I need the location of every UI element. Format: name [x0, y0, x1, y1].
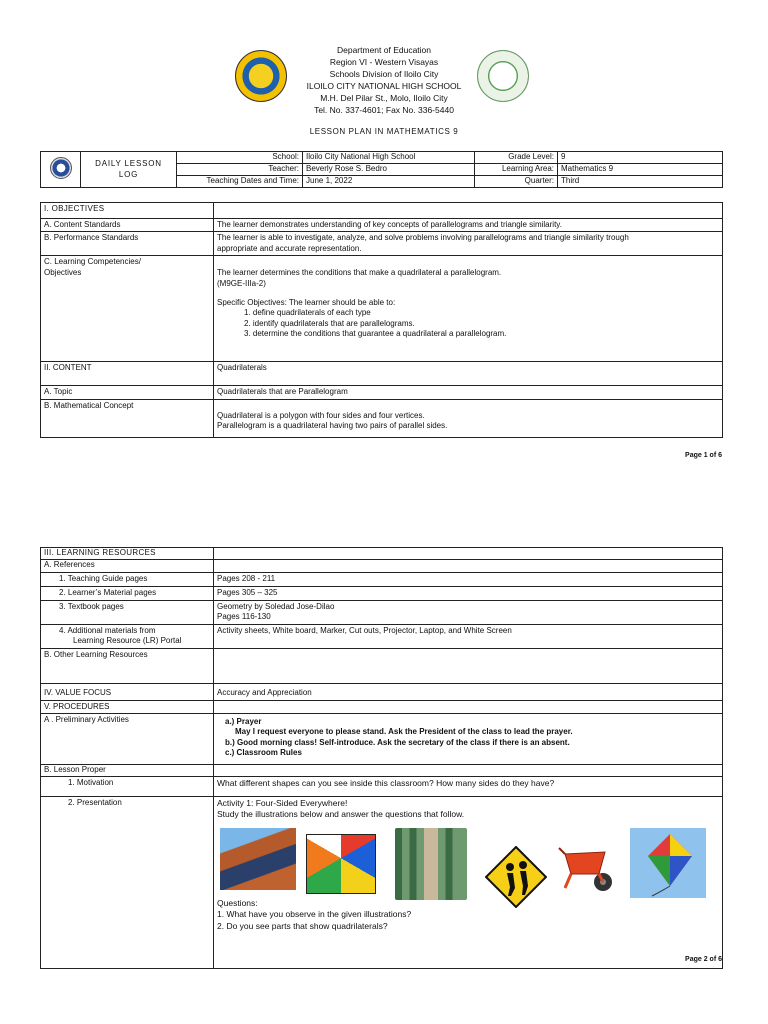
daily-lesson-log-title — [81, 152, 177, 188]
question-item: 2. Do you see parts that show quadrilaterals? — [217, 920, 388, 931]
learners-material-value: Pages 305 – 325 — [214, 586, 723, 600]
classroom-rules-item: c.) Classroom Rules — [225, 748, 302, 758]
concept-label: B. Mathematical Concept — [41, 399, 214, 437]
additional-materials-value: Activity sheets, White board, Marker, Cut outs, Projector, Laptop, and White Screen — [214, 624, 723, 648]
preliminary-activities-label: A . Preliminary Activities — [41, 713, 214, 764]
letterhead-line: Tel. No. 337-4601; Fax No. 336-5440 — [314, 105, 454, 116]
question-item: 1. What have you observe in the given illustrations? — [217, 909, 412, 920]
presentation-label: 2. Presentation — [41, 797, 214, 969]
blank-cell — [214, 764, 723, 776]
presentation-value — [214, 797, 723, 969]
specific-objectives-intro: Specific Objectives: The learner should be able to: — [217, 297, 396, 307]
letterhead-line: Schools Division of Iloilo City — [329, 69, 439, 80]
learning-area-value: Mathematics 9 — [558, 164, 723, 176]
competencies-label — [41, 256, 214, 362]
wheelbarrow-image — [557, 842, 619, 896]
concept-line: Quadrilateral is a polygon with four sides and four vertices. — [217, 410, 425, 420]
additional-label-line: 4. Additional materials from — [59, 625, 156, 635]
greeting-item: b.) Good morning class! Self-introduce. Ask the secretary of the class if there is an absent. — [225, 737, 570, 747]
competencies-value — [214, 256, 723, 362]
window-plant-image — [395, 828, 467, 900]
prayer-item: a.) Prayer — [225, 716, 262, 726]
additional-label-line: Learning Resource (LR) Portal — [73, 635, 182, 645]
competency-code: (M9GE-IIIa-2) — [217, 278, 266, 288]
quarter-label: Quarter: — [475, 176, 558, 188]
competency: The learner determines the conditions that make a quadrilateral a parallelogram. — [217, 268, 502, 278]
blank-cell — [214, 700, 723, 713]
blank-cell — [214, 560, 723, 572]
lesson-plan-title: LESSON PLAN IN MATHEMATICS 9 — [309, 127, 459, 136]
blank-cell — [214, 548, 723, 560]
solar-panel-roof-image — [220, 828, 296, 890]
teacher-value: Beverly Rose S. Bedro — [303, 164, 475, 176]
content-standards-label: A. Content Standards — [41, 219, 214, 232]
activity-intro: Study the illustrations below and answer the questions that follow. — [217, 809, 465, 820]
illustrations — [217, 828, 719, 900]
learners-material-label: 2. Learner’s Material pages — [41, 586, 214, 600]
objectives-blank — [214, 203, 723, 219]
specific-objective: 3. determine the conditions that guarantee a quadrilateral a parallelogram. — [244, 329, 507, 339]
textbook-value — [214, 600, 723, 624]
performance-standards-label: B. Performance Standards — [41, 232, 214, 256]
content-value: Quadrilaterals — [214, 362, 723, 386]
motivation-label: 1. Motivation — [41, 777, 214, 797]
deped-seal-icon — [50, 157, 72, 179]
motivation-value: What different shapes can you see inside this classroom? How many sides do they have? — [214, 777, 723, 797]
kite-image — [630, 828, 706, 898]
quarter-value: Third — [558, 176, 723, 188]
letterhead-line: Region VI - Western Visayas — [329, 57, 439, 68]
references-label: A. References — [41, 560, 214, 572]
letterhead-line: Department of Education — [336, 45, 432, 55]
letterhead-line: ILOILO CITY NATIONAL HIGH SCHOOL — [306, 81, 462, 92]
textbook-line: Pages 116-130 — [217, 612, 271, 622]
blank-cell — [214, 648, 723, 683]
competencies-label-line: Objectives — [44, 267, 82, 277]
letterhead-line: M.H. Del Pilar St., Molo, Iloilo City — [320, 93, 448, 104]
activity-title: Activity 1: Four-Sided Everywhere! — [217, 798, 348, 809]
textbook-label: 3. Textbook pages — [41, 600, 214, 624]
textbook-line: Geometry by Soledad Jose-Dilao — [217, 601, 335, 611]
grade-label: Grade Level: — [475, 152, 558, 164]
teaching-guide-label: 1. Teaching Guide pages — [41, 572, 214, 586]
additional-materials-label — [41, 624, 214, 648]
objectives-table — [40, 202, 723, 438]
topic-label: A. Topic — [41, 386, 214, 399]
school-crossing-sign-image — [485, 846, 547, 908]
other-resources-label: B. Other Learning Resources — [41, 648, 214, 683]
procedures-table — [40, 547, 723, 969]
value-focus-label: IV. VALUE FOCUS — [41, 683, 214, 700]
topic-value: Quadrilaterals that are Parallelogram — [214, 386, 723, 399]
concept-line: Parallelogram is a quadrilateral having two pairs of parallel sides. — [217, 420, 448, 430]
questions-heading: Questions: — [217, 898, 258, 909]
school-label: School: — [177, 152, 303, 164]
objectives-heading: I. OBJECTIVES — [41, 203, 214, 219]
teaching-dates-value: June 1, 2022 — [303, 176, 475, 188]
specific-objective: 1. define quadrilaterals of each type — [244, 308, 371, 318]
learning-resources-heading: III. LEARNING RESOURCES — [41, 548, 214, 560]
preliminary-activities-value — [214, 713, 723, 764]
page-number: Page 2 of 6 — [685, 956, 722, 963]
concept-value — [214, 399, 723, 437]
teaching-guide-value: Pages 208 - 211 — [214, 572, 723, 586]
value-focus-value: Accuracy and Appreciation — [214, 683, 723, 700]
teaching-dates-label: Teaching Dates and Time: — [177, 176, 303, 188]
prayer-text: May I request everyone to please stand. Ask the President of the class to lead the prayer. — [235, 727, 573, 737]
content-standards-value: The learner demonstrates understanding of key concepts of parallelograms and triangle similarity. — [214, 219, 723, 232]
dll-title-line: DAILY LESSON — [95, 159, 162, 169]
performance-line: appropriate and accurate representation. — [217, 243, 362, 253]
procedures-heading: V. PROCEDURES — [41, 700, 214, 713]
deped-logo-cell — [41, 152, 81, 188]
school-value: Iloilo City National High School — [303, 152, 475, 164]
performance-line: The learner is able to investigate, analyze, and solve problems involving parallelograms and triangle similarity trough — [217, 233, 629, 243]
specific-objective: 2. identify quadrilaterals that are parallelograms. — [244, 318, 415, 328]
performance-standards-value — [214, 232, 723, 256]
competencies-label-line: C. Learning Competencies/ — [44, 257, 141, 267]
daily-lesson-log-table — [40, 151, 723, 188]
dll-title-line: LOG — [118, 169, 139, 179]
grade-value: 9 — [558, 152, 723, 164]
rubiks-cube-image — [306, 834, 376, 894]
letterhead — [0, 44, 768, 116]
lesson-proper-label: B. Lesson Proper — [41, 764, 214, 776]
page-number: Page 1 of 6 — [685, 452, 722, 459]
learning-area-label: Learning Area: — [475, 164, 558, 176]
teacher-label: Teacher: — [177, 164, 303, 176]
content-label: II. CONTENT — [41, 362, 214, 386]
